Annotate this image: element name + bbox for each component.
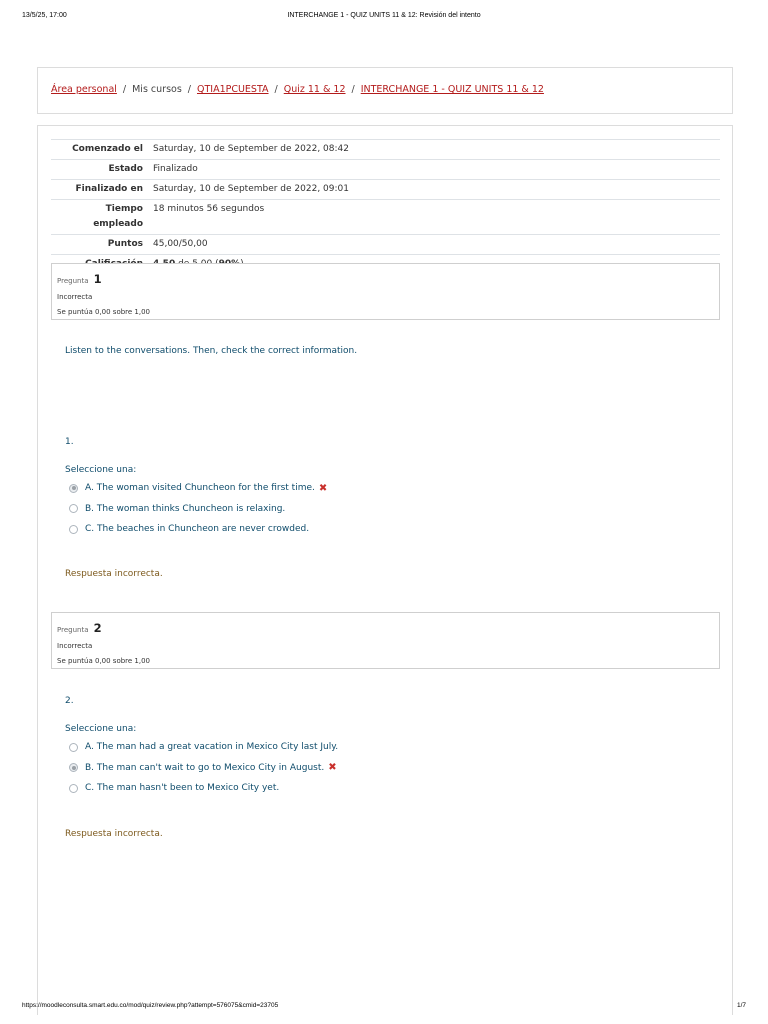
radio-button[interactable] [69,504,78,513]
question-grade: Se puntúa 0,00 sobre 1,00 [57,657,151,665]
summary-label: Estado [108,164,143,174]
summary-row-finished [51,180,720,200]
breadcrumb-quiz[interactable]: INTERCHANGE 1 - QUIZ UNITS 11 & 12 [360,84,544,95]
question-prompt-number: 2. [65,696,74,706]
breadcrumb-section[interactable]: Quiz 11 & 12 [283,84,346,95]
answer-text: B. The man can't wait to go to Mexico City in August. [85,762,325,773]
cross-icon: ✖ [328,762,337,774]
question-number: 2 [93,621,102,635]
summary-value: Finalizado [153,164,198,174]
summary-label: Tiempo empleado [93,204,143,229]
select-one-label: Seleccione una: [65,724,137,734]
radio-button[interactable] [69,743,78,752]
print-page-number: 1/7 [736,1002,746,1009]
summary-value: Saturday, 10 de September de 2022, 08:42 [153,144,349,154]
answer-text: A. The woman visited Chuncheon for the first time. [85,483,315,494]
attempt-summary-table [51,139,720,275]
question-label: Pregunta [57,277,89,285]
question-info-1 [51,263,720,320]
answer-option[interactable] [69,499,327,520]
question-number: 1 [93,272,102,286]
breadcrumb-separator: / [122,84,127,95]
summary-row-points [51,235,720,255]
summary-value: Saturday, 10 de September de 2022, 09:01 [153,184,349,194]
breadcrumb-course[interactable]: QTIA1PCUESTA [196,84,269,95]
summary-row-time [51,200,720,235]
summary-value: 45,00/50,00 [153,239,208,249]
question-info-2 [51,612,720,669]
cross-icon: ✖ [318,482,328,494]
answer-text: C. The man hasn't been to Mexico City yet. [85,783,280,794]
answer-option[interactable] [69,519,327,540]
question-prompt-number: 1. [65,437,74,447]
summary-row-state [51,160,720,180]
print-date: 13/5/25, 17:00 [22,12,67,19]
summary-label: Puntos [107,239,143,249]
breadcrumb-mis-cursos: Mis cursos [132,84,182,95]
question-state: Incorrecta [57,642,93,650]
select-one-label: Seleccione una: [65,465,137,475]
radio-button-checked[interactable] [69,484,78,493]
radio-button[interactable] [69,784,78,793]
answer-feedback: Respuesta incorrecta. [65,569,163,579]
print-title: INTERCHANGE 1 - QUIZ UNITS 11 & 12: Revisión del intento [287,12,481,19]
radio-button-checked[interactable] [69,763,78,772]
answer-option[interactable] [69,737,338,758]
question-state: Incorrecta [57,293,93,301]
answer-options-1 [69,478,327,540]
answer-text: B. The woman thinks Chuncheon is relaxing. [85,503,286,514]
breadcrumb-area-personal[interactable]: Área personal [51,84,117,95]
print-url: https://moodleconsulta.smart.edu.co/mod/quiz/review.php?attempt=576075&cmid=23705 [22,1002,279,1009]
question-grade: Se puntúa 0,00 sobre 1,00 [57,308,151,316]
summary-value: 18 minutos 56 segundos [153,204,265,214]
answer-option[interactable] [69,778,338,799]
summary-row-started [51,140,720,160]
radio-button[interactable] [69,525,78,534]
answer-options-2 [69,737,338,799]
answer-text: A. The man had a great vacation in Mexico City last July. [85,742,339,753]
question-intro: Listen to the conversations. Then, check the correct information. [65,346,358,356]
breadcrumb-separator: / [274,84,278,95]
question-label: Pregunta [57,626,89,634]
breadcrumb-separator: / [187,84,191,95]
breadcrumb [37,67,733,114]
answer-feedback: Respuesta incorrecta. [65,829,163,839]
summary-label: Finalizado en [75,184,143,194]
summary-label: Comenzado el [72,144,143,154]
answer-text: C. The beaches in Chuncheon are never crowded. [85,524,310,535]
answer-option[interactable] [69,478,327,499]
quiz-review-region [37,125,733,1015]
answer-option[interactable] [69,758,338,779]
breadcrumb-separator: / [351,84,355,95]
